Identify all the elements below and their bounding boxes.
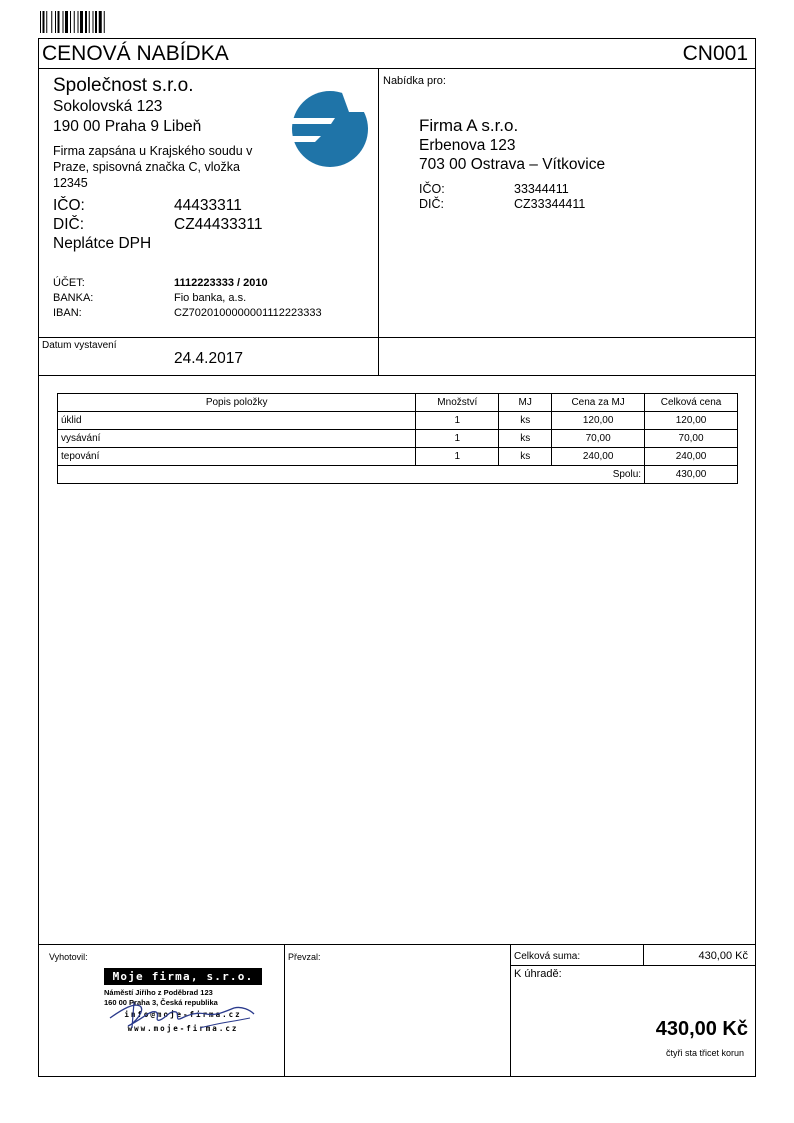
barcode [40, 11, 129, 33]
item-total-price: 240,00 [645, 448, 738, 466]
column-header: Množství [416, 394, 499, 412]
iban: CZ7020100000001112223333 [174, 307, 322, 319]
table-row [58, 448, 738, 466]
supplier-city: 190 00 Praha 9 Libeň [53, 118, 202, 135]
document-number: CN001 [682, 42, 748, 65]
received-by-label: Převzal: [288, 952, 321, 962]
account-label: ÚČET: [53, 277, 85, 289]
item-description: vysávání [58, 430, 416, 448]
stamp-email: info@moje-firma.cz [124, 1010, 242, 1019]
customer-heading: Nabídka pro: [383, 75, 446, 87]
amount-in-words: čtyři sta třicet korun [665, 1048, 744, 1058]
document-title: CENOVÁ NABÍDKA [42, 42, 229, 65]
to-pay-label: K úhradě: [514, 968, 562, 980]
issue-date: 24.4.2017 [174, 350, 243, 367]
item-description: tepování [58, 448, 416, 466]
item-unit-price: 240,00 [552, 448, 645, 466]
table-row [58, 412, 738, 430]
vat-status: Neplátce DPH [53, 235, 152, 252]
item-unit-price: 70,00 [552, 430, 645, 448]
customer-dic: CZ33344411 [514, 197, 586, 211]
bank-name: Fio banka, a.s. [174, 292, 247, 304]
total-label: Spolu: [58, 466, 645, 484]
customer-ico: 33344411 [514, 182, 569, 196]
item-total-price: 120,00 [645, 412, 738, 430]
column-header: Popis položky [58, 394, 416, 412]
supplier-dic-label: DIČ: [53, 216, 84, 233]
customer-street: Erbenova 123 [419, 137, 516, 154]
table-total-row [58, 466, 738, 484]
stamp-city: 160 00 Praha 3, Česká republika [104, 998, 218, 1007]
item-unit: ks [499, 430, 552, 448]
issue-date-label: Datum vystavení [42, 340, 117, 351]
total-sum-value: 430,00 Kč [698, 950, 748, 962]
item-quantity: 1 [416, 448, 499, 466]
customer-ico-label: IČO: [419, 182, 445, 196]
table-header-row [58, 394, 738, 412]
item-unit-price: 120,00 [552, 412, 645, 430]
to-pay-value: 430,00 Kč [655, 1018, 748, 1040]
item-description: úklid [58, 412, 416, 430]
stamp-address: Náměstí Jiřího z Poděbrad 123 [104, 988, 213, 997]
divider [510, 944, 511, 1077]
total-value: 430,00 [645, 466, 738, 484]
item-unit: ks [499, 412, 552, 430]
supplier-ico: 44433311 [174, 197, 242, 214]
company-logo-icon [291, 90, 369, 168]
supplier-ico-label: IČO: [53, 197, 85, 214]
iban-label: IBAN: [53, 307, 82, 319]
supplier-name: Společnost s.r.o. [53, 75, 194, 96]
item-quantity: 1 [416, 412, 499, 430]
column-header: MJ [499, 394, 552, 412]
customer-name: Firma A s.r.o. [419, 116, 519, 135]
document-frame [38, 38, 756, 1077]
customer-dic-label: DIČ: [419, 197, 444, 211]
account-number: 1112223333 / 2010 [174, 277, 268, 289]
item-total-price: 70,00 [645, 430, 738, 448]
created-by-label: Vyhotovil: [49, 952, 88, 962]
supplier-registration: Firma zapsána u Krajského soudu v Praze, spisovná značka C, vložka 12345 [53, 144, 253, 190]
supplier-street: Sokolovská 123 [53, 98, 163, 115]
divider [38, 944, 756, 945]
item-unit: ks [499, 448, 552, 466]
company-stamp [104, 968, 262, 1040]
stamp-company-name: Moje firma, s.r.o. [104, 968, 262, 985]
divider [38, 68, 756, 69]
bank-label: BANKA: [53, 292, 94, 304]
divider [38, 337, 756, 338]
divider [643, 944, 644, 965]
divider [284, 944, 285, 1077]
customer-city: 703 00 Ostrava – Vítkovice [419, 156, 606, 173]
divider [378, 68, 379, 375]
total-sum-label: Celková suma: [514, 951, 581, 962]
divider [38, 375, 756, 376]
column-header: Cena za MJ [552, 394, 645, 412]
table-row [58, 430, 738, 448]
divider [510, 965, 756, 966]
items-table [57, 393, 738, 484]
stamp-web: www.moje-firma.cz [127, 1024, 239, 1033]
supplier-dic: CZ44433311 [174, 216, 263, 233]
column-header: Celková cena [645, 394, 738, 412]
item-quantity: 1 [416, 430, 499, 448]
